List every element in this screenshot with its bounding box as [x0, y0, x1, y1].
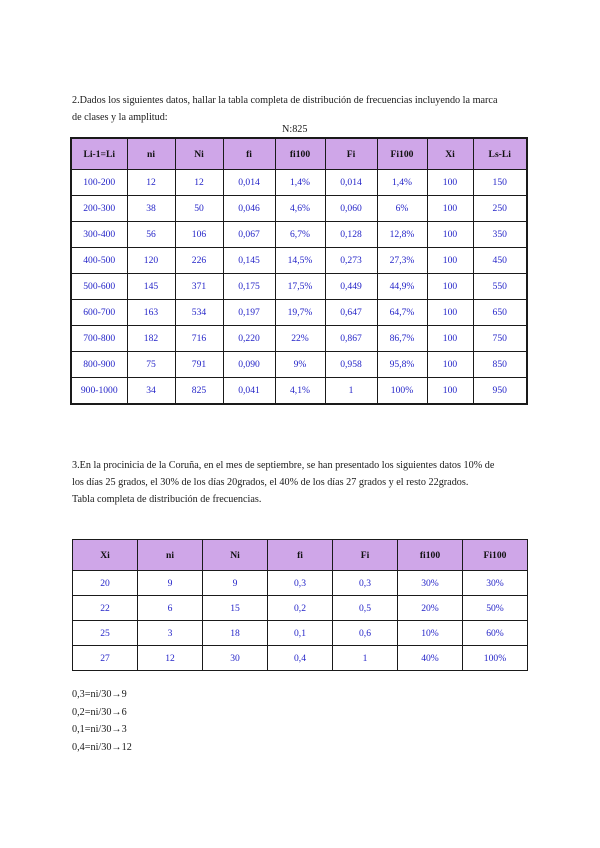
table-cell: 0,273 — [325, 248, 377, 274]
table-cell: 17,5% — [275, 274, 325, 300]
table-cell: 64,7% — [377, 300, 427, 326]
table-cell: 22% — [275, 326, 325, 352]
table-cell: 50 — [175, 196, 223, 222]
table-cell: 106 — [175, 222, 223, 248]
table-cell: 30% — [398, 571, 463, 596]
header-cell: Ni — [203, 540, 268, 571]
equation-line: 0,3=ni/30→9 — [72, 689, 127, 700]
table-cell: 100 — [427, 274, 473, 300]
table-cell: 30% — [463, 571, 528, 596]
table-cell: 0,046 — [223, 196, 275, 222]
table-cell: 145 — [127, 274, 175, 300]
table-cell: 0,220 — [223, 326, 275, 352]
header-cell: Fi — [325, 138, 377, 170]
table-header-row — [71, 138, 527, 170]
table-cell: 0,014 — [325, 170, 377, 196]
table-cell: 12 — [138, 646, 203, 671]
table-cell: 9 — [138, 571, 203, 596]
header-cell: Xi — [73, 540, 138, 571]
table-cell: 1 — [333, 646, 398, 671]
table-row — [73, 621, 528, 646]
equation-line: 0,2=ni/30→6 — [72, 706, 127, 718]
problem-3-text — [72, 457, 532, 508]
table-cell: 850 — [473, 352, 527, 378]
header-cell: fi100 — [275, 138, 325, 170]
table-cell: 0,6 — [333, 621, 398, 646]
table-cell: 1,4% — [275, 170, 325, 196]
table-cell: 50% — [463, 596, 528, 621]
table-row — [71, 326, 527, 352]
table-cell: 14,5% — [275, 248, 325, 274]
table-row — [73, 646, 528, 671]
table-row — [71, 196, 527, 222]
table-cell: 226 — [175, 248, 223, 274]
header-cell: Xi — [427, 138, 473, 170]
header-cell: Ls-Li — [473, 138, 527, 170]
table-cell: 27 — [73, 646, 138, 671]
problem-2-text — [72, 92, 532, 126]
table-cell: 25 — [73, 621, 138, 646]
equations-list — [72, 686, 132, 756]
table-cell: 56 — [127, 222, 175, 248]
table-cell: 100 — [427, 378, 473, 405]
table-cell: 3 — [138, 621, 203, 646]
table-cell: 800-900 — [71, 352, 127, 378]
header-cell: fi — [223, 138, 275, 170]
table-cell: 10% — [398, 621, 463, 646]
table-cell: 12 — [175, 170, 223, 196]
table-cell: 100% — [463, 646, 528, 671]
table-cell: 60% — [463, 621, 528, 646]
table-cell: 0,014 — [223, 170, 275, 196]
table-cell: 100 — [427, 326, 473, 352]
table-cell: 0,1 — [268, 621, 333, 646]
table-cell: 9 — [203, 571, 268, 596]
table-cell: 0,145 — [223, 248, 275, 274]
table-cell: 75 — [127, 352, 175, 378]
problem-3-line-2: los días 25 grados, el 30% de los días 20grados, el 40% de los días 27 grados y el resto 22grados. — [72, 477, 469, 488]
table-cell: 12,8% — [377, 222, 427, 248]
table-cell: 6,7% — [275, 222, 325, 248]
table-cell: 30 — [203, 646, 268, 671]
table-cell: 0,3 — [333, 571, 398, 596]
table-cell: 650 — [473, 300, 527, 326]
table-cell: 27,3% — [377, 248, 427, 274]
equation-line: 0,4=ni/30→12 — [72, 741, 132, 753]
table-row — [71, 170, 527, 196]
header-cell: ni — [127, 138, 175, 170]
table-row — [71, 274, 527, 300]
table-cell: 0,4 — [268, 646, 333, 671]
problem-2-line-1: 2.Dados los siguientes datos, hallar la tabla completa de distribución de frecuencias incluyendo la marca — [72, 95, 498, 106]
table-cell: 12 — [127, 170, 175, 196]
table-cell: 163 — [127, 300, 175, 326]
table-cell: 750 — [473, 326, 527, 352]
table-cell: 350 — [473, 222, 527, 248]
table-cell: 0,647 — [325, 300, 377, 326]
table-cell: 716 — [175, 326, 223, 352]
problem-3-line-3: Tabla completa de distribución de frecuencias. — [72, 494, 262, 505]
table-cell: 20% — [398, 596, 463, 621]
table-header-row — [73, 540, 528, 571]
table-cell: 0,060 — [325, 196, 377, 222]
table-cell: 900-1000 — [71, 378, 127, 405]
table-cell: 250 — [473, 196, 527, 222]
table-cell: 6% — [377, 196, 427, 222]
table-cell: 0,090 — [223, 352, 275, 378]
table-cell: 44,9% — [377, 274, 427, 300]
table-cell: 4,6% — [275, 196, 325, 222]
header-cell: Fi100 — [463, 540, 528, 571]
table-cell: 0,067 — [223, 222, 275, 248]
table-cell: 9% — [275, 352, 325, 378]
header-cell: Fi — [333, 540, 398, 571]
table-cell: 4,1% — [275, 378, 325, 405]
table-cell: 200-300 — [71, 196, 127, 222]
table-cell: 100 — [427, 196, 473, 222]
table-cell: 150 — [473, 170, 527, 196]
table-cell: 0,175 — [223, 274, 275, 300]
table-cell: 825 — [175, 378, 223, 405]
header-cell: Li-1=Li — [71, 138, 127, 170]
problem-2-line-2: de clases y la amplitud: — [72, 112, 168, 123]
table-cell: 120 — [127, 248, 175, 274]
table-cell: 950 — [473, 378, 527, 405]
table-row — [71, 300, 527, 326]
table-row — [71, 378, 527, 405]
table-cell: 18 — [203, 621, 268, 646]
table-cell: 450 — [473, 248, 527, 274]
table-row — [71, 352, 527, 378]
frequency-table-2 — [72, 539, 528, 671]
table-cell: 100 — [427, 352, 473, 378]
table-cell: 0,958 — [325, 352, 377, 378]
table-cell: 0,041 — [223, 378, 275, 405]
table-row — [73, 596, 528, 621]
header-cell: ni — [138, 540, 203, 571]
table-row — [73, 571, 528, 596]
equation-line: 0,1=ni/30→3 — [72, 724, 127, 735]
table-cell: 300-400 — [71, 222, 127, 248]
table-cell: 6 — [138, 596, 203, 621]
table-cell: 100% — [377, 378, 427, 405]
table-cell: 40% — [398, 646, 463, 671]
table-cell: 1,4% — [377, 170, 427, 196]
table-cell: 400-500 — [71, 248, 127, 274]
table-cell: 600-700 — [71, 300, 127, 326]
table-cell: 95,8% — [377, 352, 427, 378]
table-cell: 700-800 — [71, 326, 127, 352]
table-cell: 550 — [473, 274, 527, 300]
table-cell: 371 — [175, 274, 223, 300]
table-cell: 0,2 — [268, 596, 333, 621]
table-cell: 86,7% — [377, 326, 427, 352]
table-cell: 100 — [427, 170, 473, 196]
table-cell: 15 — [203, 596, 268, 621]
table-cell: 0,3 — [268, 571, 333, 596]
header-cell: Ni — [175, 138, 223, 170]
problem-3-line-1: 3.En la procinicia de la Coruña, en el mes de septiembre, se han presentado los siguientes datos 10% de — [72, 460, 495, 471]
header-cell: fi — [268, 540, 333, 571]
table-cell: 19,7% — [275, 300, 325, 326]
table-cell: 0,449 — [325, 274, 377, 300]
table-cell: 500-600 — [71, 274, 127, 300]
table-cell: 100 — [427, 248, 473, 274]
table-cell: 534 — [175, 300, 223, 326]
header-cell: fi100 — [398, 540, 463, 571]
table-cell: 1 — [325, 378, 377, 405]
header-cell: Fi100 — [377, 138, 427, 170]
table-cell: 20 — [73, 571, 138, 596]
table-cell: 100-200 — [71, 170, 127, 196]
table-cell: 100 — [427, 300, 473, 326]
table-row — [71, 248, 527, 274]
table-cell: 22 — [73, 596, 138, 621]
table-cell: 0,867 — [325, 326, 377, 352]
table-cell: 0,128 — [325, 222, 377, 248]
table-cell: 38 — [127, 196, 175, 222]
table-row — [71, 222, 527, 248]
table-cell: 0,5 — [333, 596, 398, 621]
sample-size-label: N:825 — [282, 124, 308, 135]
table-cell: 182 — [127, 326, 175, 352]
table-cell: 100 — [427, 222, 473, 248]
frequency-table-1 — [70, 137, 528, 405]
table-cell: 34 — [127, 378, 175, 405]
table-cell: 0,197 — [223, 300, 275, 326]
table-cell: 791 — [175, 352, 223, 378]
